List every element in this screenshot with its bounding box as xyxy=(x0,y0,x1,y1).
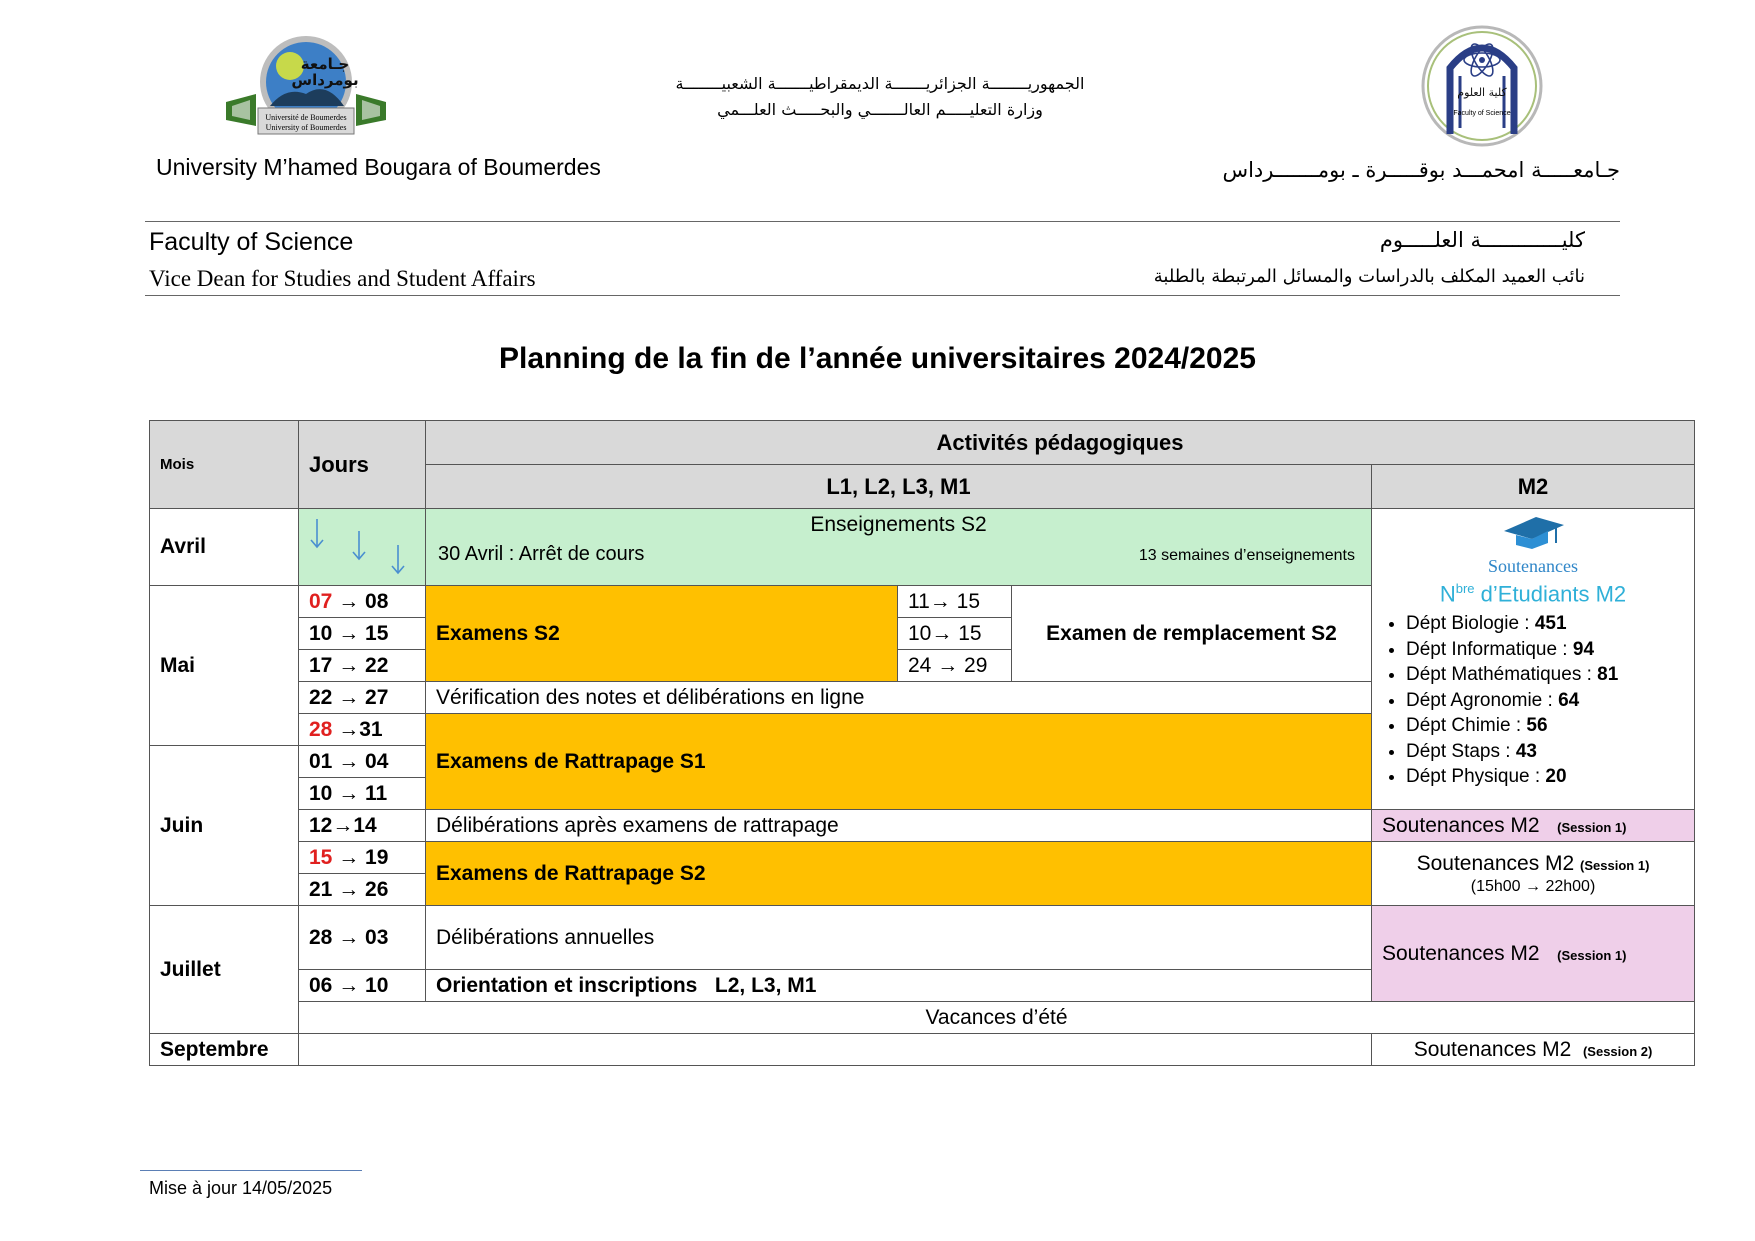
header-jours: Jours xyxy=(299,421,426,509)
university-name-ar: جـامعـــــة امحمـــد بوقـــــرة ـ بومـــــــرداس xyxy=(1222,158,1620,182)
republic-name-ar: الجمهوريــــــــة الجزائريـــــــة الديمقراطيـــــــة الشعبيــــــــة xyxy=(675,74,1085,93)
arret-label: 30 Avril : Arrêt de cours xyxy=(438,543,645,565)
soutenances-logo-label: Soutenances xyxy=(1488,556,1578,576)
rattrapage-s1: Examens de Rattrapage S1 xyxy=(426,714,1372,810)
remplacement-date: 11→ 15 xyxy=(898,586,1012,618)
header-rule-bottom xyxy=(145,295,1620,296)
dept-item: • Dépt Chimie : 56 xyxy=(1406,713,1688,739)
faculty-logo-text: كلية العلوم xyxy=(1457,86,1507,99)
m2-stats-cell xyxy=(1372,509,1695,810)
dept-item: • Dépt Agronomie : 64 xyxy=(1406,688,1688,714)
university-logo-caption-2: University of Boumerdes xyxy=(265,123,347,132)
day-range: 06 → 10 xyxy=(299,970,426,1002)
vice-dean-en: Vice Dean for Studies and Student Affairs xyxy=(149,266,536,291)
day-range: 07 → 08 xyxy=(299,586,426,618)
dept-item: • Dépt Physique : 20 xyxy=(1406,764,1688,790)
remplacement-date: 10→ 15 xyxy=(898,618,1012,650)
footer-rule xyxy=(140,1170,362,1171)
page-title: Planning de la fin de l’année universitaires 2024/2025 xyxy=(499,342,1256,375)
day-range: 12→14 xyxy=(299,810,426,842)
university-logo-text: جـامعة بومرداس xyxy=(291,55,359,89)
avril-arrows-cell xyxy=(299,509,426,586)
day-range: 21 → 26 xyxy=(299,874,426,906)
day-range: 01 → 04 xyxy=(299,746,426,778)
faculty-name-ar: كليـــــــــــــة العلـــــوم xyxy=(1379,228,1585,252)
day-range: 10 → 11 xyxy=(299,778,426,810)
day-range: 28 → 03 xyxy=(299,906,426,970)
month-septembre: Septembre xyxy=(150,1034,299,1066)
month-mai: Mai xyxy=(150,586,299,746)
faculty-logo-caption: Faculty of Science xyxy=(1453,110,1511,117)
delib-annuelles: Délibérations annuelles xyxy=(426,906,1372,970)
soutenances-m2-session1: Soutenances M2 (Session 1) xyxy=(1372,810,1695,842)
header-m2: M2 xyxy=(1372,465,1695,509)
soutenances-m2-session1-juillet: Soutenances M2 (Session 1) xyxy=(1372,906,1695,1002)
university-logo-caption-1: Université de Boumerdes xyxy=(265,113,347,122)
examen-remplacement: Examen de remplacement S2 xyxy=(1012,586,1372,682)
vacances-ete: Vacances d’été xyxy=(299,1002,1695,1034)
soutenances-logo xyxy=(1378,513,1688,575)
university-logo xyxy=(226,36,386,140)
update-date: Mise à jour 14/05/2025 xyxy=(149,1178,333,1198)
soutenances-m2-session1-evening: Soutenances M2 (Session 1) (15h00 → 22h00) xyxy=(1372,842,1695,906)
day-range: 22 → 27 xyxy=(299,682,426,714)
orientation-inscriptions: Orientation et inscriptions L2, L3, M1 xyxy=(426,970,1372,1002)
enseignements-label: Enseignements S2 xyxy=(810,513,987,536)
remplacement-date: 24 → 29 xyxy=(898,650,1012,682)
nbre-etudiants-title: $N^{bre}$ d’Etudiants M2 xyxy=(1439,581,1627,607)
dept-item: • Dépt Informatique : 94 xyxy=(1406,637,1688,663)
header-rule-top xyxy=(145,221,1620,222)
month-avril: Avril xyxy=(150,509,299,586)
month-juillet: Juillet xyxy=(150,906,299,1034)
header-l1-m1: L1, L2, L3, M1 xyxy=(426,465,1372,509)
day-range: 28 →31 xyxy=(299,714,426,746)
soutenances-m2-session2: Soutenances M2 (Session 2) xyxy=(1372,1034,1695,1066)
dept-item: • Dépt Mathématiques : 81 xyxy=(1406,662,1688,688)
month-juin: Juin xyxy=(150,746,299,906)
verification-notes: Vérification des notes et délibérations en ligne xyxy=(426,682,1372,714)
examens-s2: Examens S2 xyxy=(426,586,898,682)
septembre-empty-cell xyxy=(299,1034,1372,1066)
university-name-en: University M’hamed Bougara of Boumerdes xyxy=(156,154,601,180)
header-mois: Mois xyxy=(150,421,299,509)
day-range: 17 → 22 xyxy=(299,650,426,682)
rattrapage-s2: Examens de Rattrapage S2 xyxy=(426,842,1372,906)
semaines-label: 13 semaines d’enseignements xyxy=(1138,547,1355,564)
ministry-name-ar: وزارة التعليـــــم العالـــــــي والبحـــــث العلـــمي xyxy=(717,100,1043,119)
header-activites: Activités pédagogiques xyxy=(426,421,1695,465)
vice-dean-ar: نائب العميد المكلف بالدراسات والمسائل المرتبطة بالطلبة xyxy=(1153,266,1585,287)
graduation-cap-icon xyxy=(1498,513,1568,551)
day-range: 10 → 15 xyxy=(299,618,426,650)
dept-item: • Dépt Staps : 43 xyxy=(1406,739,1688,765)
dept-item: • Dépt Biologie : 451 xyxy=(1406,611,1688,637)
day-range: 15 → 19 xyxy=(299,842,426,874)
faculty-logo xyxy=(1420,24,1544,148)
faculty-name-en: Faculty of Science xyxy=(149,228,354,256)
planning-table xyxy=(149,420,1695,1066)
dept-list xyxy=(1378,611,1688,790)
down-arrows-icon xyxy=(299,509,425,585)
enseignements-cell xyxy=(426,509,1372,586)
delib-rattrapage: Délibérations après examens de rattrapage xyxy=(426,810,1372,842)
